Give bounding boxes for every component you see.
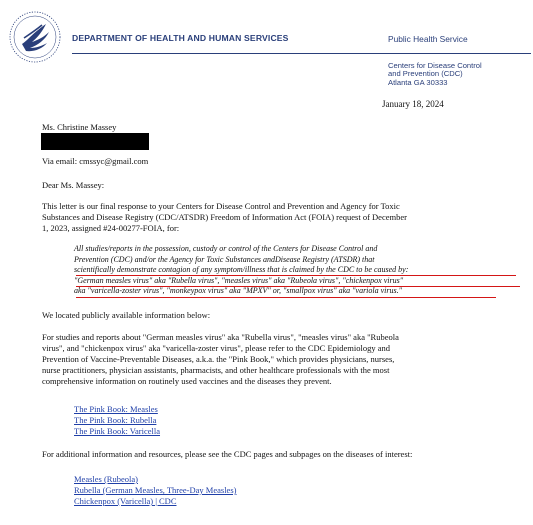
additional-paragraph xyxy=(42,449,520,460)
pinkbook-links xyxy=(74,404,160,437)
cdc-address-line: Atlanta GA 30333 xyxy=(388,77,448,87)
hhs-eagle-seal-icon xyxy=(8,10,62,64)
recipient-name: Ms. Christine Massey xyxy=(42,122,117,132)
disease-links xyxy=(74,474,236,507)
cdc-address xyxy=(388,62,482,87)
intro-line: This letter is our final response to your Centers for Disease Control and Prevention and Agency for Toxic xyxy=(42,201,400,211)
salutation: Dear Ms. Massey: xyxy=(42,180,105,190)
quote-line: "German measles virus" aka "Rubella virus", "measles virus" aka "Rubeola virus", "chickenpox virus" xyxy=(74,275,404,285)
red-underline xyxy=(76,275,516,276)
additional-line: For additional information and resources, please see the CDC pages and subpages on the diseases of interest: xyxy=(42,449,413,459)
link-pinkbook-measles[interactable]: The Pink Book: Measles xyxy=(74,404,158,414)
letterhead-rule xyxy=(72,53,531,54)
red-underline xyxy=(76,297,496,298)
public-health-service: Public Health Service xyxy=(388,34,468,44)
link-rubella[interactable]: Rubella (German Measles, Three-Day Measles) xyxy=(74,485,237,495)
intro-paragraph xyxy=(42,201,520,234)
link-measles[interactable]: Measles (Rubeola) xyxy=(74,474,138,484)
pinkbook-line: nurse practitioners, physician assistants, pharmacists, and other healthcare professionals with the most xyxy=(42,365,390,375)
quote-line: All studies/reports in the possession, custody or control of the Centers for Disease Control and xyxy=(74,244,378,253)
pinkbook-line: comprehensive information on routinely used vaccines and the diseases they prevent. xyxy=(42,376,332,386)
intro-line: 1, 2023, assigned #24-00277-FOIA, for: xyxy=(42,223,180,233)
quote-line: scientifically demonstrate contagion of any symptom/illness that is claimed by the CDC to be caused by: xyxy=(74,265,409,274)
pinkbook-line: Prevention of Vaccine-Preventable Diseases, a.k.a. the "Pink Book," which provides physicians, nurses, xyxy=(42,354,395,364)
cdc-address-line: Centers for Disease Control xyxy=(388,61,482,70)
pinkbook-line: For studies and reports about "German measles virus" aka "Rubella virus", "measles virus" aka "Rubeola xyxy=(42,332,399,342)
letter-date: January 18, 2024 xyxy=(382,99,444,109)
pinkbook-paragraph xyxy=(42,332,520,387)
red-underline xyxy=(76,286,520,287)
intro-line: Substances and Disease Registry (CDC/ATSDR) Freedom of Information Act (FOIA) request of December xyxy=(42,212,407,222)
located-statement xyxy=(42,310,520,321)
link-pinkbook-varicella[interactable]: The Pink Book: Varicella xyxy=(74,426,161,436)
foia-request-quote xyxy=(74,244,522,297)
redaction-block xyxy=(41,133,149,150)
quote-line: Prevention (CDC) and/or the Agency for Toxic Substances andDisease Registry (ATSDR) that xyxy=(74,254,375,264)
recipient-email: Via email: cmssyc@gmail.com xyxy=(42,156,149,166)
link-pinkbook-rubella[interactable]: The Pink Book: Rubella xyxy=(74,415,157,425)
cdc-address-line: and Prevention (CDC) xyxy=(388,69,463,79)
department-name: DEPARTMENT OF HEALTH AND HUMAN SERVICES xyxy=(72,33,289,43)
quote-line: aka "varicella-zoster virus", "monkeypox virus" aka "MPXV" or, "smallpox virus" aka "variola virus." xyxy=(74,286,402,295)
link-chickenpox[interactable]: Chickenpox (Varicella) | CDC xyxy=(74,496,177,506)
located-line: We located publicly available information below: xyxy=(42,310,211,320)
pinkbook-line: virus", and "chickenpox virus" aka "varicella-zoster virus", please refer to the CDC Epidemiology and xyxy=(42,343,391,353)
